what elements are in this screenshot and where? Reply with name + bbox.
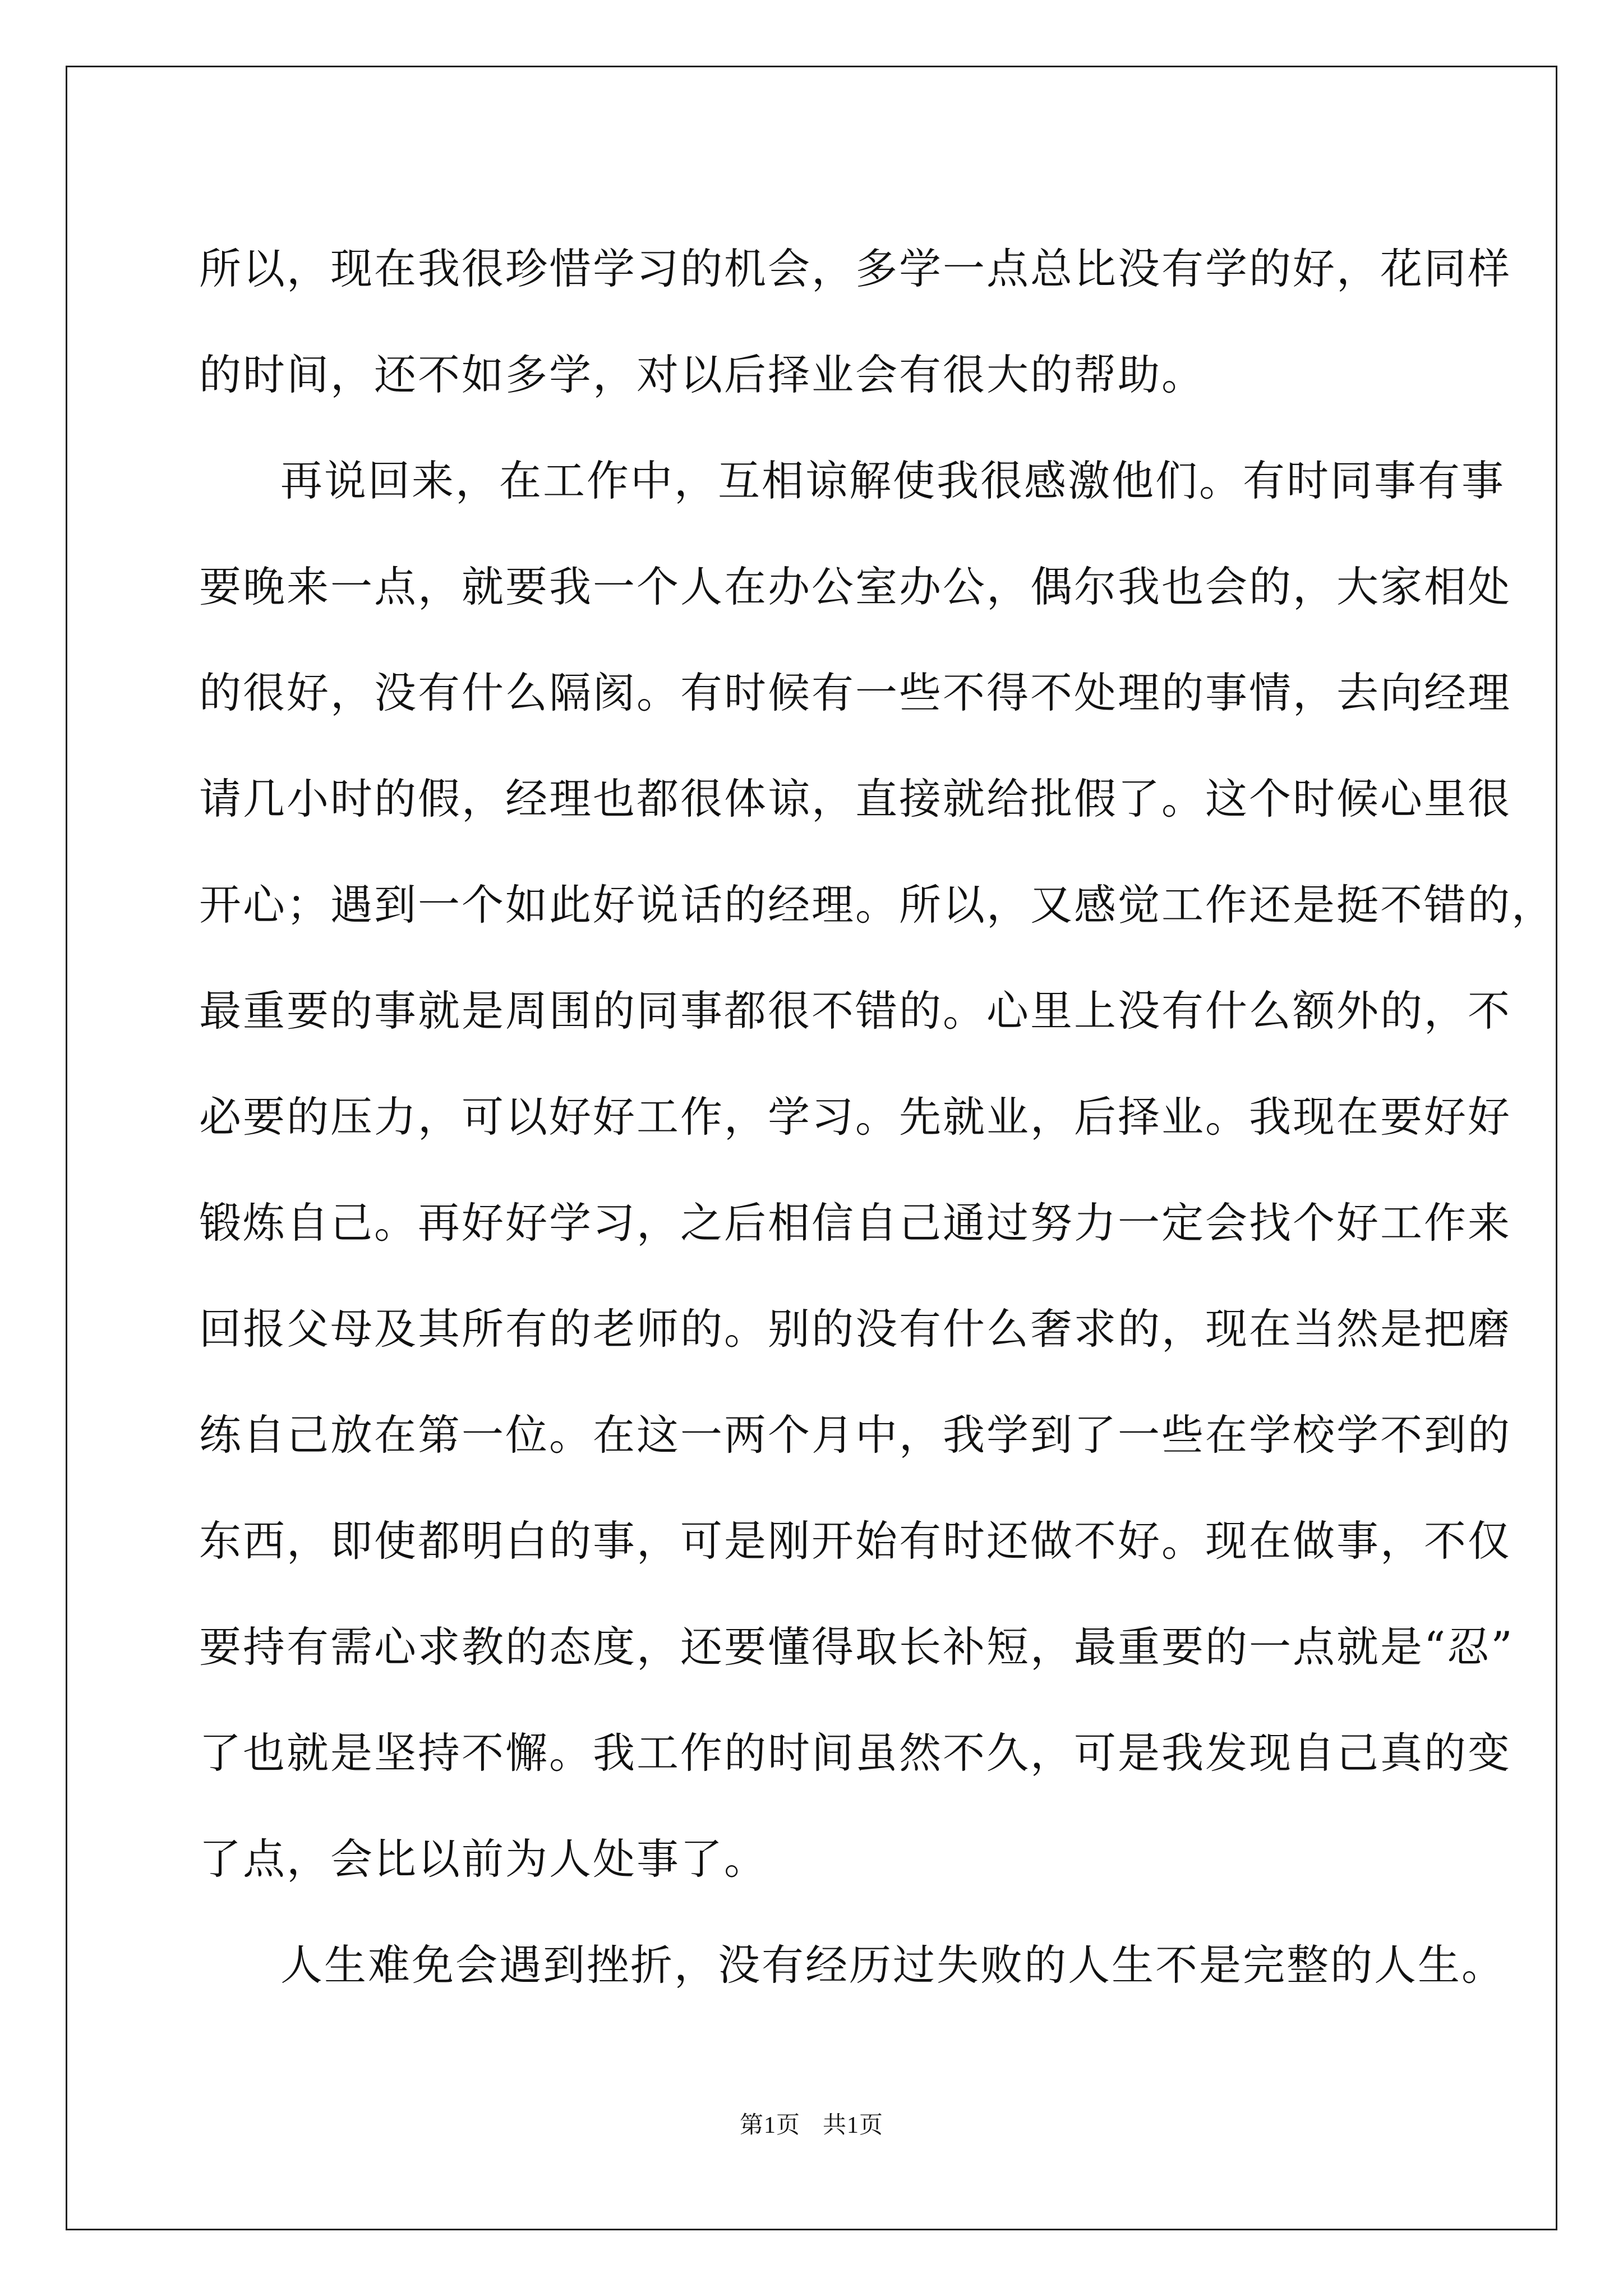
text-line: 东西，即使都明白的事，可是刚开始有时还做不好。现在做事，不仅 [199,1516,1512,1566]
text-line: 开心；遇到一个如此好说话的经理。所以，又感觉工作还是挺不错的， [199,880,1556,930]
text-line: 锻炼自己。再好好学习，之后相信自己通过努力一定会找个好工作来 [199,1198,1512,1248]
text-line: 再说回来，在工作中，互相谅解使我很感激他们。有时同事有事 [280,456,1506,505]
text-line: 练自己放在第一位。在这一两个月中，我学到了一些在学校学不到的 [199,1410,1512,1460]
page-number: 第1页 [739,2113,800,2138]
text-line: 要晚来一点，就要我一个人在办公室办公，偶尔我也会的，大家相处 [199,562,1512,611]
text-line: 必要的压力，可以好好工作，学习。先就业，后择业。我现在要好好 [199,1092,1512,1142]
text-line: 的很好，没有什么隔阂。有时候有一些不得不处理的事情，去向经理 [199,668,1512,717]
total-pages: 共1页 [823,2113,884,2138]
page-footer [0,2106,1623,2140]
text-line: 请几小时的假，经理也都很体谅，直接就给批假了。这个时候心里很 [199,774,1512,823]
text-line: 的时间，还不如多学，对以后择业会有很大的帮助。 [199,350,1206,399]
text-line: 要持有需心求教的态度，还要懂得取长补短，最重要的一点就是“忍” [199,1622,1514,1672]
text-line: 了点，会比以前为人处事了。 [199,1834,768,1884]
paragraph-1 [199,216,1512,428]
text-line: 回报父母及其所有的老师的。别的没有什么奢求的，现在当然是把磨 [199,1304,1512,1354]
text-line: 了也就是坚持不懈。我工作的时间虽然不久，可是我发现自己真的变 [199,1728,1512,1778]
paragraph-2 [199,428,1556,1912]
text-line: 最重要的事就是周围的同事都很不错的。心里上没有什么额外的，不 [199,986,1512,1036]
text-line: 所以，现在我很珍惜学习的机会，多学一点总比没有学的好，花同样 [199,244,1512,293]
document-body [199,216,1556,2018]
text-line: 人生难免会遇到挫折，没有经历过失败的人生不是完整的人生。 [280,1940,1506,1990]
paragraph-3 [199,1912,1506,2018]
